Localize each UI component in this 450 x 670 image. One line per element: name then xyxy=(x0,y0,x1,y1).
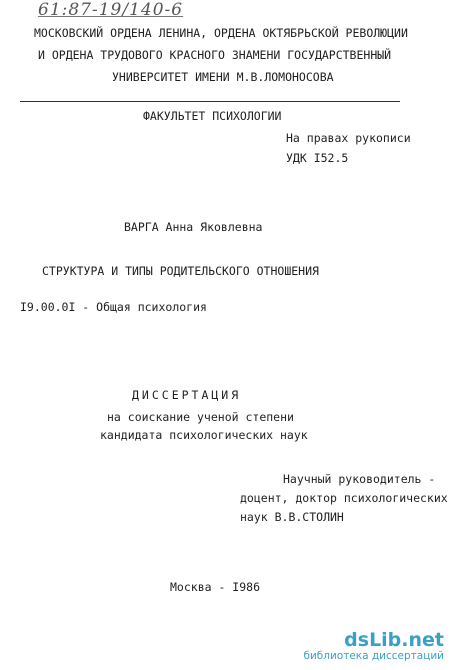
dissertation-heading: ДИССЕРТАЦИЯ xyxy=(132,388,242,402)
udc-code: УДК I52.5 xyxy=(286,151,349,165)
degree-line-1: на соискание ученой степени xyxy=(107,410,294,424)
handwritten-archive-number: 61:87-19/140-6 xyxy=(38,0,184,20)
manuscript-rights-note: На правах рукописи xyxy=(286,131,411,145)
header-line-3: УНИВЕРСИТЕТ ИМЕНИ М.В.ЛОМОНОСОВА xyxy=(112,70,334,84)
dslib-subtitle: библиотека диссертаций xyxy=(303,650,444,662)
supervisor-line-2: доцент, доктор психологических xyxy=(240,491,448,505)
faculty-name: ФАКУЛЬТЕТ ПСИХОЛОГИИ xyxy=(143,109,282,123)
specialty-code: I9.00.0I - Общая психология xyxy=(20,300,207,314)
supervisor-line-1: Научный руководитель - xyxy=(283,472,436,486)
header-divider xyxy=(20,101,400,102)
dissertation-title: СТРУКТУРА И ТИПЫ РОДИТЕЛЬСКОГО ОТНОШЕНИЯ xyxy=(42,264,319,278)
supervisor-line-3: наук В.В.СТОЛИН xyxy=(240,510,344,524)
place-and-year: Москва - I986 xyxy=(170,580,261,594)
degree-line-2: кандидата психологических наук xyxy=(100,428,308,442)
header-line-2: И ОРДЕНА ТРУДОВОГО КРАСНОГО ЗНАМЕНИ ГОСУДАРСТВЕННЫЙ xyxy=(38,48,392,62)
dslib-logo: dsLib.net xyxy=(344,629,444,651)
header-line-1: МОСКОВСКИЙ ОРДЕНА ЛЕНИНА, ОРДЕНА ОКТЯБРЬСКОЙ РЕВОЛЮЦИИ xyxy=(34,26,408,40)
dslib-watermark[interactable] xyxy=(303,630,444,662)
author-name: ВАРГА Анна Яковлевна xyxy=(124,220,263,234)
